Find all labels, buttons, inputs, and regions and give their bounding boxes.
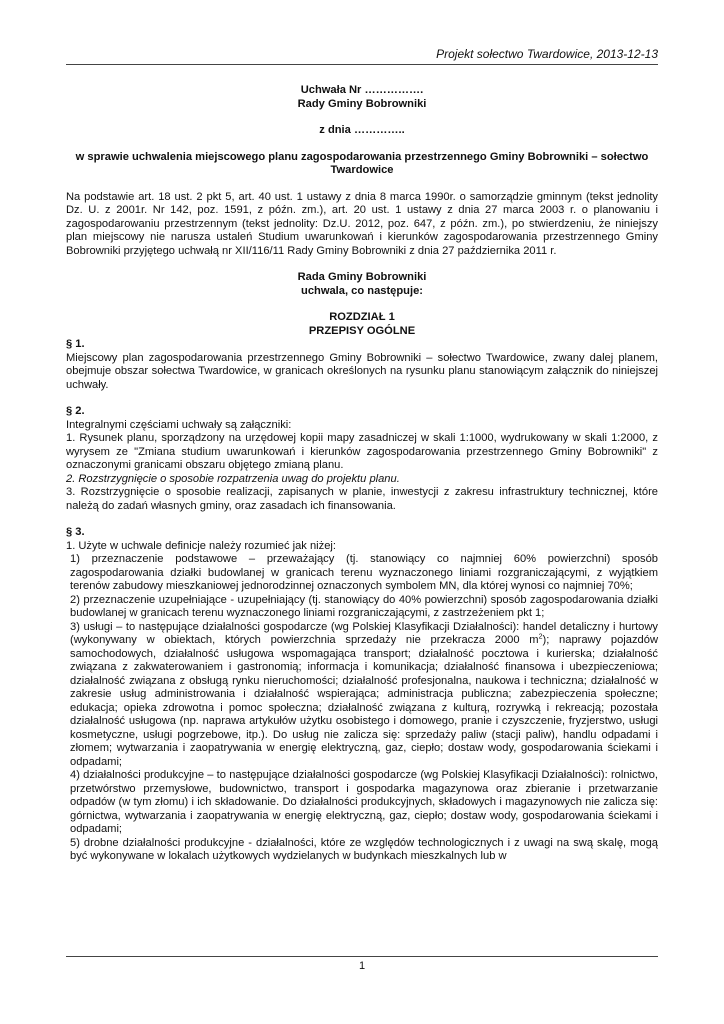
resolves-line2: uchwala, co następuje: xyxy=(301,284,423,297)
running-header: Projekt sołectwo Twardowice, 2013-12-13 xyxy=(66,47,658,65)
legal-basis: Na podstawie art. 18 ust. 2 pkt 5, art. 40 ust. 1 ustawy z dnia 8 marca 1990r. o samorządzie gminnym (tekst jednolity Dz. U. z 2001r. Nr 142, poz. 1591, z późn. zm.), art. 20 ust. 1 ustawy z dnia 27 marca 2003 r. o planowaniu i zagospodarowaniu przestrzennym (tekst jednolity: Dz.U. 2012, poz. 647, z późn. zm.), po stwierdzeniu, że niniejszy plan miejscowy nie narusza ustaleń Studium uwarunkowań i kierunków zagospodarowania przestrzennego Gminy Bobrowniki przyjętego uchwałą nr XII/116/11 Rady Gminy Bobrowniki z dnia 27 października 2011 r. xyxy=(66,190,658,257)
page-number: 1 xyxy=(66,956,658,972)
section-2-item-2: 2. Rozstrzygnięcie o sposobie rozpatrzenia uwag do projektu planu. xyxy=(66,472,400,485)
section-1-text: Miejscowy plan zagospodarowania przestrzennego Gminy Bobrowniki – sołectwo Twardowice, zwany dalej planem, obejmuje obszar sołectwa Twardowice, w granicach określonych na rysunku planu stanowiącym załącznik do niniejszej uchwały. xyxy=(66,351,658,391)
definition-2: 2) przeznaczenie uzupełniające - uzupełniający (tj. stanowiący do 40% powierzchni) sposób zagospodarowania działki budowlanej w granicach terenu wyznaczonego liniami rozgraniczającymi, z zastrzeżeniem pkt 1; xyxy=(70,593,658,619)
section-3-mark: § 3. xyxy=(66,526,85,538)
definition-3-superscript: 2 xyxy=(538,633,543,641)
definition-3 xyxy=(66,621,658,770)
section-1-mark: § 1. xyxy=(66,338,85,350)
document-body xyxy=(66,84,658,864)
definition-3-part-a: 3) usługi – to następujące działalności gospodarcze (wg Polskiej Klasyfikacji Działalności): handel detaliczny i hurtowy (wykonywany w obiektach, których powierzchnia sprzedaży nie przekracza 2000 m xyxy=(70,620,658,646)
definition-3-part-b: ); naprawy pojazdów samochodowych, działalność usługowa wspomagająca transport; działalność pocztowa i kurierska; działalność związana z zakwaterowaniem i gastronomią; informacja i komunikacja; działalność finansowa i ubezpieczeniowa; działalność związana z obsługą rynku nieruchomości; działalność profesjonalna, naukowa i techniczna; działalność w zakresie usług administrowania i działalność wspierająca; administracja publiczna; zabezpieczenia społeczne; edukacja; opieka zdrowotna i pomoc społeczna; działalność związana z kulturą, rozrywką i rekreacją; pozostała działalność usługowa (np. naprawa artykułów użytku osobistego i domowego, pranie i czyszczenie, fryzjerstwo, usługi kosmetyczne, usługi pogrzebowe, itp.). Do usług nie zalicza się: sprzedaży paliw (stacji paliw), handlu odpadami i złomem; wytwarzania i zaopatrywania w energię elektryczną, gaz, ciepło; dostaw wody, gospodarowania ściekami i odpadami; xyxy=(70,634,658,768)
chapter-number: ROZDZIAŁ 1 xyxy=(329,311,395,323)
section-2-mark: § 2. xyxy=(66,405,85,417)
section-2-item-1: 1. Rysunek planu, sporządzony na urzędowej kopii mapy zasadniczej w skali 1:1000, wydrukowany w skali 1:2000, z wyrysem ze "Zmiana studium uwarunkowań i kierunków zagospodarowania przestrzennego Gminy Bobrowniki" z oznaczonymi granicami obszaru objętego zmianą planu. xyxy=(66,432,658,471)
council-name: Rady Gminy Bobrowniki xyxy=(297,97,427,110)
chapter-title: PRZEPISY OGÓLNE xyxy=(308,324,416,337)
definition-1: 1) przeznaczenie podstawowe – przeważający (tj. stanowiący co najmniej 60% powierzchni) sposób zagospodarowania działki budowlanej w granicach terenu wyznaczonego liniami rozgraniczającymi, z wyjątkiem terenów zabudowy mieszkaniowej jednorodzinnej oznaczonych symbolem MN, dla której wynosi co najmniej 70%; xyxy=(70,553,658,592)
section-3-intro: 1. Użyte w uchwale definicje należy rozumieć jak niżej: xyxy=(66,539,336,552)
definition-5: 5) drobne działalności produkcyjne - działalności, które ze względów technologicznych i z uwagi na swą skalę, mogą być wykonywane w lokalach użytkowych wydzielanych w budynkach mieszkalnych lub w xyxy=(70,836,658,862)
section-2-intro: Integralnymi częściami uchwały są załączniki: xyxy=(66,418,292,431)
resolution-number: Uchwała Nr ……………. xyxy=(300,84,424,96)
resolution-subject: w sprawie uchwalenia miejscowego planu zagospodarowania przestrzennego Gminy Bobrowniki – sołectwo Twardowice xyxy=(75,150,649,176)
resolution-date: z dnia ………….. xyxy=(319,124,405,136)
definition-4: 4) działalności produkcyjne – to następujące działalności gospodarcze (wg Polskiej Klasyfikacji Działalności): rolnictwo, przetwórstwo przemysłowe, budownictwo, transport i gospodarka magazynowa oraz zbieranie i przetwarzanie odpadów (w tym złomu) i ich składowanie. Do działalności produkcyjnych, składowych i magazynowych nie zalicza się: górnictwa, wytwarzania i zaopatrywania w energię elektryczną, gaz, ciepło; dostaw wody, gospodarowania ściekami i odpadami; xyxy=(70,769,658,835)
section-2-item-3: 3. Rozstrzygnięcie o sposobie realizacji, zapisanych w planie, inwestycji z zakresu infrastruktury technicznej, które należą do zadań własnych gminy, oraz zasadach ich finansowania. xyxy=(66,486,658,512)
resolves-line1: Rada Gminy Bobrowniki xyxy=(297,271,427,283)
